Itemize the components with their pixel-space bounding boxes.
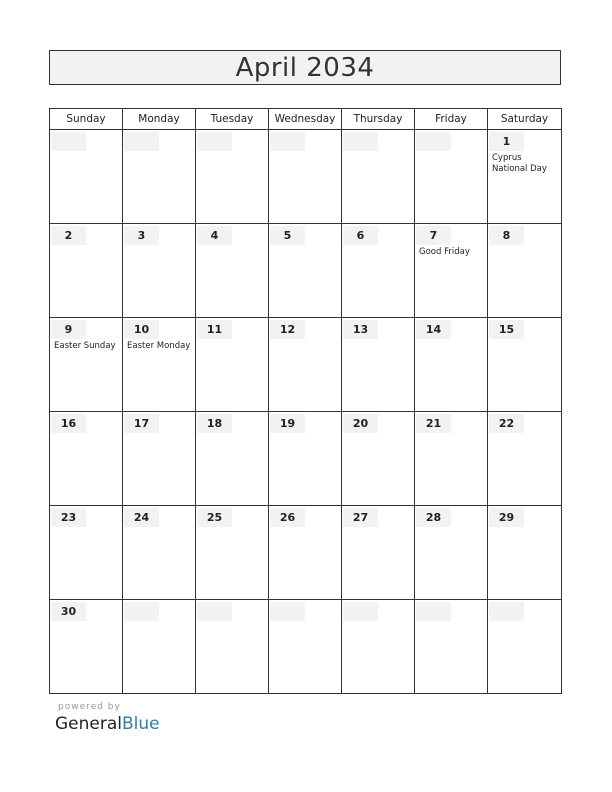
day-number: 29 bbox=[498, 511, 515, 524]
day-number: 10 bbox=[133, 323, 150, 336]
day-cell bbox=[269, 506, 342, 600]
day-cell bbox=[196, 412, 269, 506]
day-number: 27 bbox=[352, 511, 369, 524]
day-number-box bbox=[197, 320, 232, 339]
day-number-box bbox=[416, 320, 451, 339]
weekday-tuesday: Tuesday bbox=[196, 109, 269, 130]
day-number: 2 bbox=[64, 229, 73, 242]
day-number: 8 bbox=[502, 229, 511, 242]
weekday-thursday: Thursday bbox=[342, 109, 415, 130]
holiday-label: Good Friday bbox=[419, 247, 470, 257]
weekday-header-row bbox=[50, 109, 562, 130]
day-number: 1 bbox=[502, 135, 511, 148]
day-number-box bbox=[197, 132, 232, 151]
day-number-box bbox=[51, 226, 86, 245]
day-number-box bbox=[343, 508, 378, 527]
week-row bbox=[50, 130, 562, 224]
day-number-box bbox=[489, 320, 524, 339]
day-number: 22 bbox=[498, 417, 515, 430]
month-title: April 2034 bbox=[235, 52, 375, 83]
week-row bbox=[50, 318, 562, 412]
day-cell bbox=[342, 130, 415, 224]
day-number-box bbox=[489, 226, 524, 245]
day-number: 16 bbox=[60, 417, 77, 430]
day-cell bbox=[196, 130, 269, 224]
day-number: 9 bbox=[64, 323, 73, 336]
day-number-box bbox=[270, 226, 305, 245]
weekday-wednesday: Wednesday bbox=[269, 109, 342, 130]
day-number: 11 bbox=[206, 323, 223, 336]
day-cell bbox=[50, 130, 123, 224]
day-cell bbox=[269, 224, 342, 318]
day-cell bbox=[415, 600, 488, 694]
logo-general-text: General bbox=[55, 714, 122, 734]
week-row bbox=[50, 506, 562, 600]
logo-blue-text: Blue bbox=[122, 714, 160, 734]
day-cell bbox=[50, 506, 123, 600]
day-cell bbox=[488, 506, 562, 600]
day-cell bbox=[488, 318, 562, 412]
day-cell bbox=[269, 130, 342, 224]
day-number-box bbox=[416, 414, 451, 433]
day-number-box bbox=[416, 508, 451, 527]
day-number: 3 bbox=[137, 229, 146, 242]
day-cell bbox=[342, 600, 415, 694]
day-cell bbox=[488, 130, 562, 224]
day-cell bbox=[342, 224, 415, 318]
day-number: 4 bbox=[210, 229, 219, 242]
day-cell bbox=[269, 600, 342, 694]
footer-branding bbox=[55, 702, 160, 734]
generalblue-logo bbox=[55, 714, 160, 734]
day-number: 6 bbox=[356, 229, 365, 242]
day-number-box bbox=[51, 414, 86, 433]
day-cell bbox=[488, 224, 562, 318]
day-cell bbox=[488, 600, 562, 694]
calendar-grid bbox=[49, 108, 562, 694]
day-cell bbox=[342, 506, 415, 600]
day-number: 17 bbox=[133, 417, 150, 430]
day-cell bbox=[50, 600, 123, 694]
day-cell bbox=[415, 318, 488, 412]
weekday-sunday: Sunday bbox=[50, 109, 123, 130]
day-cell bbox=[123, 130, 196, 224]
week-row bbox=[50, 412, 562, 506]
day-cell bbox=[123, 224, 196, 318]
day-number: 20 bbox=[352, 417, 369, 430]
day-number-box bbox=[489, 602, 524, 621]
day-number-box bbox=[489, 132, 524, 151]
day-cell bbox=[123, 600, 196, 694]
day-number-box bbox=[124, 414, 159, 433]
day-number-box bbox=[270, 414, 305, 433]
day-number: 13 bbox=[352, 323, 369, 336]
day-cell bbox=[415, 412, 488, 506]
day-number-box bbox=[51, 602, 86, 621]
day-cell bbox=[415, 130, 488, 224]
day-number-box bbox=[51, 132, 86, 151]
day-number: 12 bbox=[279, 323, 296, 336]
day-number: 18 bbox=[206, 417, 223, 430]
day-cell bbox=[415, 506, 488, 600]
day-number-box bbox=[51, 320, 86, 339]
day-cell bbox=[123, 318, 196, 412]
day-number-box bbox=[489, 414, 524, 433]
day-cell bbox=[415, 224, 488, 318]
week-row bbox=[50, 600, 562, 694]
day-cell bbox=[50, 318, 123, 412]
holiday-label: Easter Monday bbox=[127, 341, 191, 351]
day-number-box bbox=[197, 508, 232, 527]
day-number: 23 bbox=[60, 511, 77, 524]
weekday-friday: Friday bbox=[415, 109, 488, 130]
day-number-box bbox=[270, 132, 305, 151]
day-number-box bbox=[124, 508, 159, 527]
day-number: 30 bbox=[60, 605, 77, 618]
calendar-body bbox=[50, 130, 562, 694]
weekday-monday: Monday bbox=[123, 109, 196, 130]
day-number-box bbox=[416, 132, 451, 151]
month-title-box bbox=[49, 50, 561, 85]
day-number: 26 bbox=[279, 511, 296, 524]
day-number-box bbox=[270, 508, 305, 527]
day-number-box bbox=[343, 602, 378, 621]
holiday-label: Cyprus National Day bbox=[492, 153, 547, 174]
day-cell bbox=[196, 318, 269, 412]
day-cell bbox=[50, 412, 123, 506]
day-cell bbox=[196, 600, 269, 694]
powered-by-text: powered by bbox=[58, 702, 121, 712]
day-number: 14 bbox=[425, 323, 442, 336]
day-cell bbox=[269, 318, 342, 412]
day-number: 7 bbox=[429, 229, 438, 242]
day-number-box bbox=[197, 226, 232, 245]
day-number: 5 bbox=[283, 229, 292, 242]
holiday-label: Easter Sunday bbox=[54, 341, 116, 351]
day-cell bbox=[269, 412, 342, 506]
day-number-box bbox=[270, 602, 305, 621]
day-number-box bbox=[343, 320, 378, 339]
day-number-box bbox=[343, 414, 378, 433]
day-number-box bbox=[416, 602, 451, 621]
day-number-box bbox=[124, 132, 159, 151]
day-cell bbox=[196, 506, 269, 600]
day-cell bbox=[123, 412, 196, 506]
day-number-box bbox=[124, 320, 159, 339]
day-number: 15 bbox=[498, 323, 515, 336]
day-cell bbox=[123, 506, 196, 600]
day-number-box bbox=[270, 320, 305, 339]
day-number-box bbox=[343, 132, 378, 151]
day-number-box bbox=[197, 602, 232, 621]
day-number-box bbox=[124, 226, 159, 245]
day-number-box bbox=[416, 226, 451, 245]
day-number-box bbox=[197, 414, 232, 433]
day-number-box bbox=[124, 602, 159, 621]
day-number-box bbox=[51, 508, 86, 527]
day-cell bbox=[488, 412, 562, 506]
day-number: 21 bbox=[425, 417, 442, 430]
day-cell bbox=[50, 224, 123, 318]
weekday-saturday: Saturday bbox=[488, 109, 562, 130]
day-number: 25 bbox=[206, 511, 223, 524]
day-cell bbox=[342, 318, 415, 412]
day-number: 28 bbox=[425, 511, 442, 524]
week-row bbox=[50, 224, 562, 318]
day-number-box bbox=[343, 226, 378, 245]
day-number: 19 bbox=[279, 417, 296, 430]
day-cell bbox=[196, 224, 269, 318]
day-number: 24 bbox=[133, 511, 150, 524]
day-cell bbox=[342, 412, 415, 506]
day-number-box bbox=[489, 508, 524, 527]
